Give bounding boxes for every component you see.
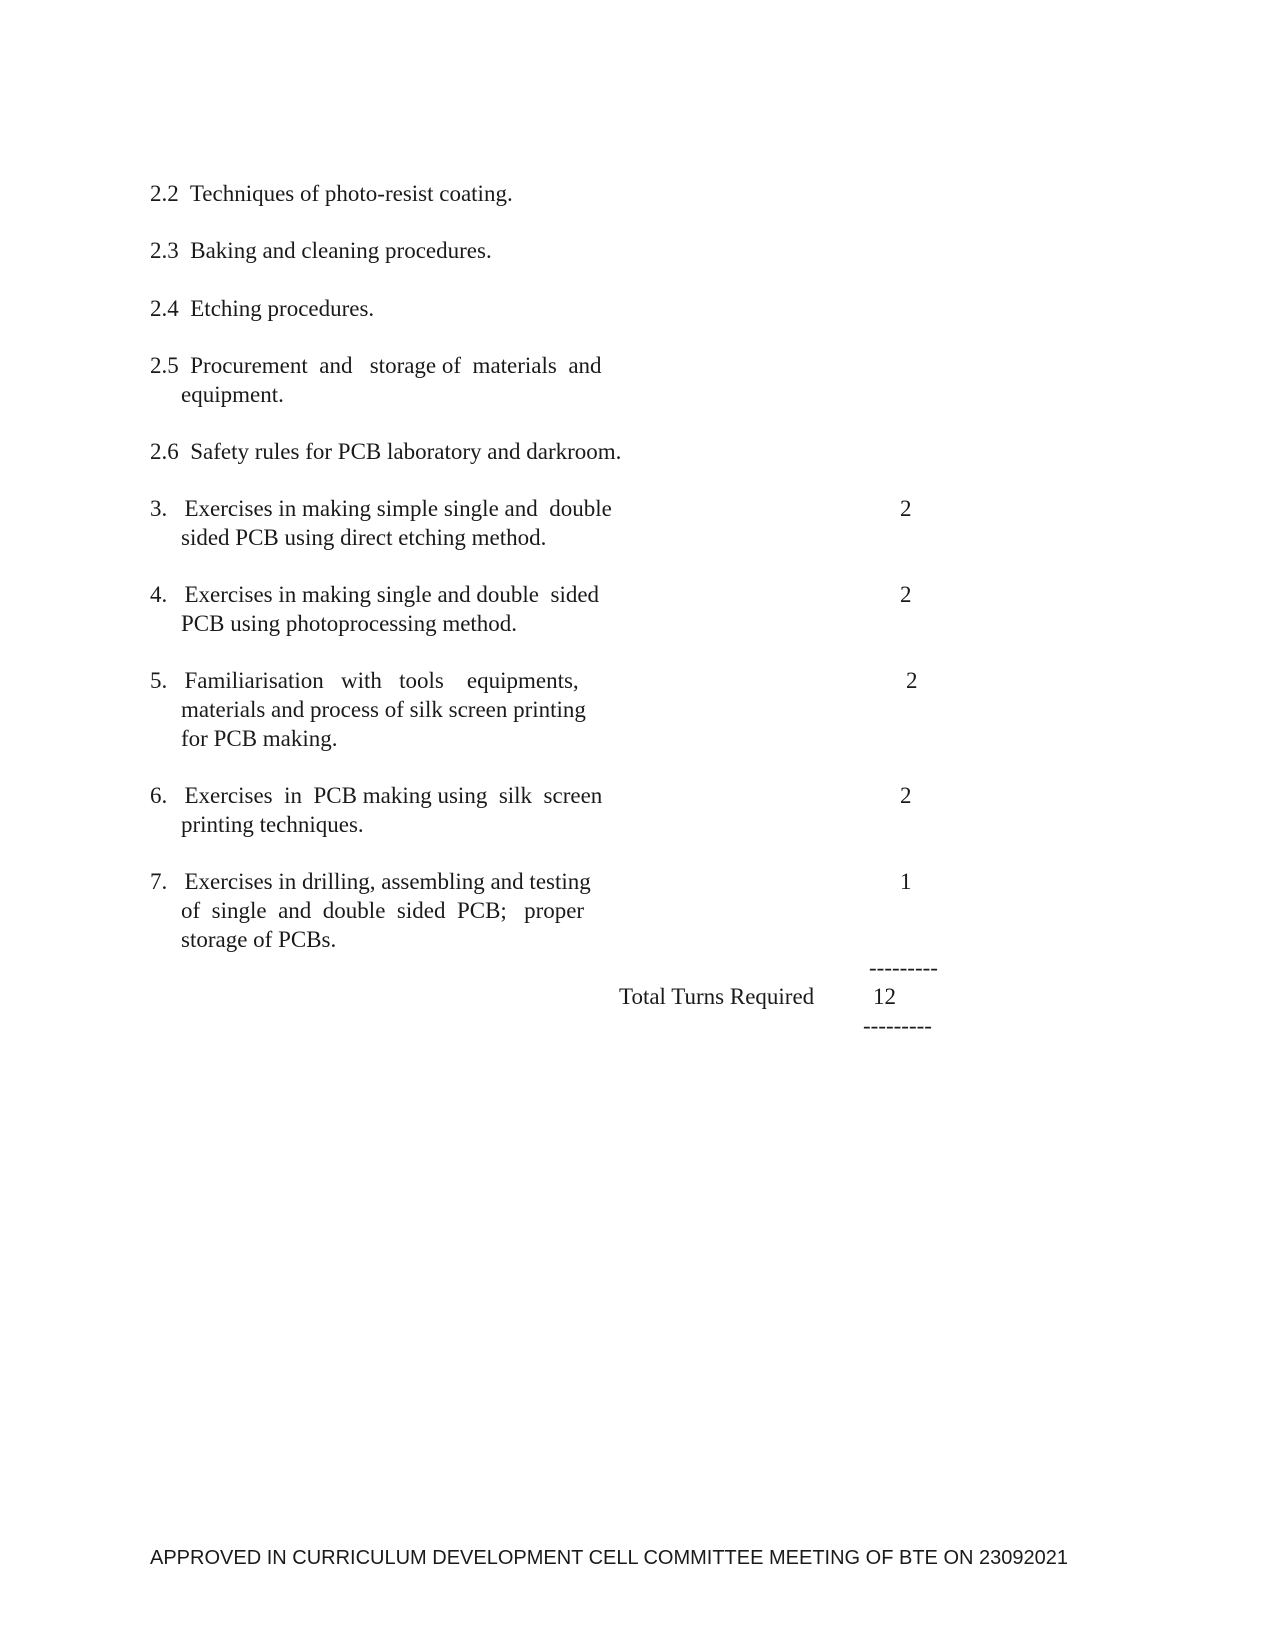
item-3-line1: 3. Exercises in making simple single and double	[150, 496, 612, 521]
total-value: 12	[873, 984, 896, 1009]
total-label: Total Turns Required	[619, 984, 815, 1009]
item-2-5-line2: equipment.	[181, 382, 284, 407]
item-2-6-text: 2.6 Safety rules for PCB laboratory and darkroom.	[150, 439, 622, 464]
item-2-3-text: 2.3 Baking and cleaning procedures.	[150, 238, 492, 263]
item-2-4-text: 2.4 Etching procedures.	[150, 296, 375, 321]
item-4-line1: 4. Exercises in making single and double sided	[150, 582, 600, 607]
item-4-line2: PCB using photoprocessing method.	[181, 611, 518, 636]
item-5-line2: materials and process of silk screen printing	[181, 697, 586, 722]
approval-footer: APPROVED IN CURRICULUM DEVELOPMENT CELL COMMITTEE MEETING OF BTE ON 23092021	[150, 1547, 1068, 1569]
item-6-turns: 2	[900, 783, 912, 808]
item-7-turns: 1	[900, 869, 912, 894]
item-4-turns: 2	[900, 582, 912, 607]
item-6-line1: 6. Exercises in PCB making using silk screen	[150, 783, 603, 808]
item-7-line2: of single and double sided PCB; proper	[181, 898, 585, 923]
item-2-5-line1: 2.5 Procurement and storage of materials and	[150, 353, 602, 378]
total-rule-bottom: ---------	[863, 1013, 932, 1038]
item-3-turns: 2	[900, 496, 912, 521]
item-5-line1: 5. Familiarisation with tools equipments,	[150, 668, 579, 693]
item-3-line2: sided PCB using direct etching method.	[181, 525, 547, 550]
item-2-2-text: 2.2 Techniques of photo-resist coating.	[150, 181, 513, 206]
total-rule-top: ---------	[869, 955, 938, 980]
item-7-line1: 7. Exercises in drilling, assembling and testing	[150, 869, 591, 894]
item-5-turns: 2	[906, 668, 918, 693]
item-6-line2: printing techniques.	[181, 812, 364, 837]
item-7-line3: storage of PCBs.	[181, 927, 337, 952]
item-5-line3: for PCB making.	[181, 726, 338, 751]
